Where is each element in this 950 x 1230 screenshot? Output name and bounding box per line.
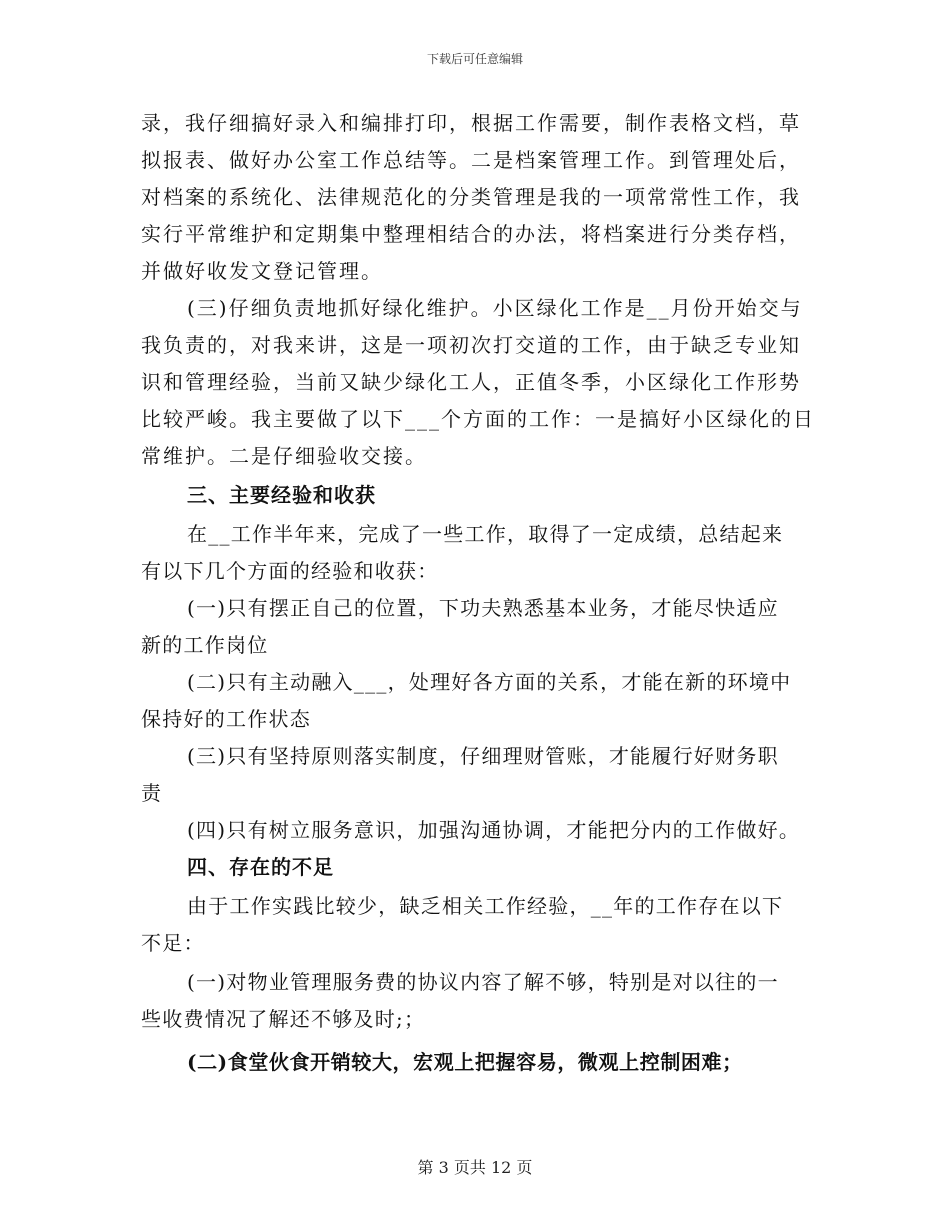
paragraph-line: 新的工作岗位 — [141, 633, 269, 657]
paragraph-line: 有以下几个方面的经验和收获： — [141, 559, 439, 583]
paragraph-line: 对档案的系统化、法律规范化的分类管理是我的一项常常性工作，我 — [141, 185, 801, 209]
paragraph-line: 由于工作实践比较少，缺乏相关工作经验，__年的工作存在以下 — [187, 894, 784, 918]
paragraph-line: 录，我仔细搞好录入和编排打印，根据工作需要，制作表格文档，草 — [141, 111, 801, 135]
paragraph-line: (二)只有主动融入___，处理好各方面的关系，才能在新的环境中 — [187, 670, 792, 694]
paragraph-line: 识和管理经验，当前又缺少绿化工人，正值冬季，小区绿化工作形势 — [141, 370, 801, 394]
document-body — [141, 105, 821, 1081]
paragraph-line: 拟报表、做好办公室工作总结等。二是档案管理工作。到管理处后， — [141, 148, 801, 172]
paragraph-line: (三)只有坚持原则落实制度，仔细理财管账，才能履行好财务职 — [187, 744, 779, 768]
paragraph-line: 保持好的工作状态 — [141, 707, 311, 731]
paragraph-line: 些收费情况了解还不够及时;； — [141, 1007, 426, 1031]
paragraph-line: 常维护。二是仔细验收交接。 — [141, 444, 427, 468]
paragraph-line-bold: (二)食堂伙食开销较大，宏观上把握容易，微观上控制困难； — [187, 1050, 743, 1074]
paragraph-line: 比较严峻。我主要做了以下___个方面的工作：一是搞好小区绿化的日 — [141, 407, 815, 431]
paragraph-line: 实行平常维护和定期集中整理相结合的办法，将档案进行分类存档， — [141, 222, 801, 246]
section-heading: 四、存在的不足 — [187, 855, 334, 879]
paragraph-line: (一)只有摆正自己的位置，下功夫熟悉基本业务，才能尽快适应 — [187, 596, 779, 620]
paragraph-line: 并做好收发文登记管理。 — [141, 259, 383, 283]
paragraph-line: 责 — [141, 781, 163, 805]
section-heading: 三、主要经验和收获 — [187, 483, 376, 507]
page-header: 下载后可任意编辑 — [426, 52, 523, 66]
paragraph-line: 在__工作半年来，完成了一些工作，取得了一定成绩，总结起来 — [187, 522, 784, 546]
paragraph-line: 不足： — [141, 931, 205, 955]
paragraph-line: (一)对物业管理服务费的协议内容了解不够，特别是对以往的一 — [187, 970, 779, 994]
paragraph-line: 我负责的，对我来讲，这是一项初次打交道的工作，由于缺乏专业知 — [141, 333, 801, 357]
page-number: 第 3 页共 12 页 — [417, 1158, 533, 1177]
paragraph-line: (四)只有树立服务意识，加强沟通协调，才能把分内的工作做好。 — [187, 818, 801, 842]
paragraph-line: (三)仔细负责地抓好绿化维护。小区绿化工作是__月份开始交与 — [187, 296, 803, 320]
